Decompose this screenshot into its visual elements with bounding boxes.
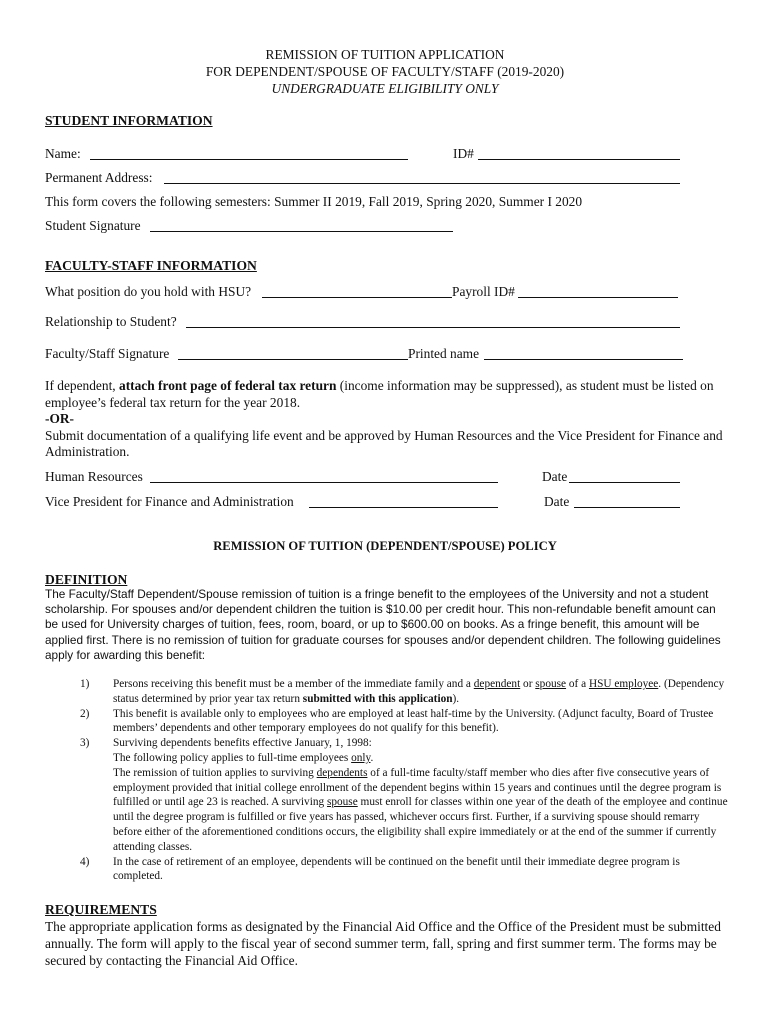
vp-date-field[interactable] bbox=[574, 494, 680, 508]
student-info-heading: STUDENT INFORMATION bbox=[45, 113, 213, 128]
vp-label: Vice President for Finance and Administration bbox=[45, 494, 294, 509]
form-title: REMISSION OF TUITION APPLICATION bbox=[265, 47, 505, 62]
relationship-label: Relationship to Student? bbox=[45, 314, 177, 329]
form-subtitle: FOR DEPENDENT/SPOUSE OF FACULTY/STAFF (2019-2020) bbox=[205, 64, 565, 79]
list-item: 2) This benefit is available only to employees who are employed at least half-time by the University. (Adjunct faculty, Board of Trustee members’ dependents and other temporary employees do not qualify for this benefit). bbox=[80, 707, 714, 735]
printed-name-field[interactable] bbox=[484, 346, 683, 360]
student-signature-label: Student Signature bbox=[45, 218, 141, 233]
dependent-instructions: If dependent, attach front page of federal tax return (income information may be suppressed), as student must be listed on employee’s federal tax return for the year 2018. -OR- Submit documentation of a qualifying life event and be approved by Human Resources and the Vice President for Finance and Administration. bbox=[45, 378, 723, 459]
payroll-id-label: Payroll ID# bbox=[452, 284, 515, 299]
vp-date-label: Date bbox=[544, 494, 570, 509]
hr-date-field[interactable] bbox=[569, 469, 680, 483]
vp-signature-field[interactable] bbox=[309, 494, 498, 508]
list-item: 4) In the case of retirement of an employee, dependents will be continued on the benefit until their immediate degree program is completed. bbox=[80, 855, 680, 883]
faculty-signature-field[interactable] bbox=[178, 346, 408, 360]
faculty-info-heading: FACULTY-STAFF INFORMATION bbox=[45, 258, 257, 273]
policy-title: REMISSION OF TUITION (DEPENDENT/SPOUSE) POLICY bbox=[213, 539, 557, 553]
guidelines-list bbox=[80, 677, 730, 884]
id-field[interactable] bbox=[478, 146, 680, 160]
definition-heading: DEFINITION bbox=[45, 572, 128, 587]
hr-label: Human Resources bbox=[45, 469, 143, 484]
hr-signature-field[interactable] bbox=[150, 469, 498, 483]
requirements-heading: REQUIREMENTS bbox=[45, 902, 157, 917]
definition-text: The Faculty/Staff Dependent/Spouse remission of tuition is a fringe benefit to the employees of the University and not a student scholarship. For spouses and/or dependent children the tuition is $10.00 per credit hour. This non-refundable benefit amount can be used for University charges of tuition, fees, room, board, or up to $600.00 on books. As a fringe benefit, this amount will be applied first. There is no remission of tuition for graduate courses for spouses and/or dependent children. The following guidelines apply for awarding this benefit: bbox=[45, 587, 721, 662]
name-field[interactable] bbox=[90, 146, 408, 160]
student-signature-field[interactable] bbox=[150, 218, 453, 232]
address-label: Permanent Address: bbox=[45, 170, 153, 185]
relationship-field[interactable] bbox=[186, 314, 680, 328]
semesters-text: This form covers the following semesters: Summer II 2019, Fall 2019, Spring 2020, Summer I 2020 bbox=[45, 194, 583, 209]
list-item: 1) Persons receiving this benefit must be a member of the immediate family and a dependent or spouse of a HSU employee. (Dependency status determined by prior year tax return submitted with this application). bbox=[80, 678, 725, 705]
id-label: ID# bbox=[453, 146, 474, 161]
address-field[interactable] bbox=[164, 170, 680, 184]
name-label: Name: bbox=[45, 146, 81, 161]
faculty-signature-label: Faculty/Staff Signature bbox=[45, 346, 170, 361]
eligibility-note: UNDERGRADUATE ELIGIBILITY ONLY bbox=[271, 81, 499, 96]
or-separator: -OR- bbox=[45, 411, 75, 426]
list-item: 3) Surviving dependents benefits effective January, 1, 1998: The following policy applies to full-time employees only. The remission of tuition applies to surviving dependents of a full-time faculty/staff member who dies after five consecutive years of employment provided that initial college enrollment of the dependent begins within 15 years and continues until the degree program is fulfilled or until age 23 is reached. A surviving spouse must enroll for classes within one year of the death of the employee and continue until the degree program is fulfilled or five years has passed, whichever occurs first. Further, if a surviving spouse should remarry before either of the aforementioned conditions occurs, the eligibility shall expire immediately or at the end of the summer if currently attending classes. bbox=[80, 737, 728, 853]
position-label: What position do you hold with HSU? bbox=[45, 284, 252, 299]
requirements-text: The appropriate application forms as designated by the Financial Aid Office and the Office of the President must be submitted annually. The form will apply to the fiscal year of second summer term, fall, spring and first summer term. The forms may be secured by contacting the Financial Aid Office. bbox=[45, 919, 721, 968]
hr-date-label: Date bbox=[542, 469, 568, 484]
payroll-id-field[interactable] bbox=[518, 284, 678, 298]
position-field[interactable] bbox=[262, 284, 452, 298]
printed-name-label: Printed name bbox=[408, 346, 480, 361]
